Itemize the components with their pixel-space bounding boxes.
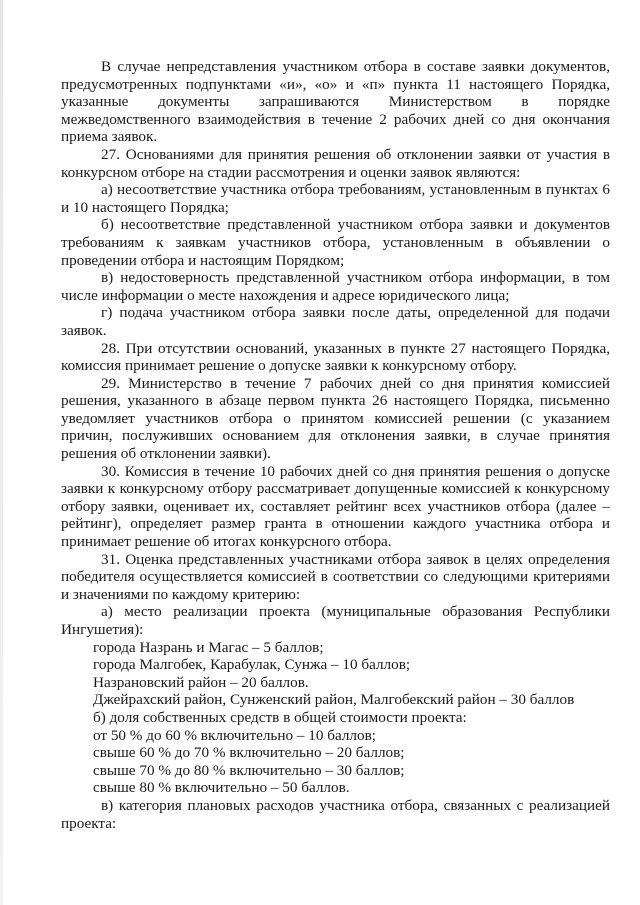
item-27-b: б) несоответствие представленной участником отбора заявки и документов требованиям к заявкам участников отбора, установленным в объявлении о проведении отбора и настоящим Порядком;	[61, 216, 610, 269]
item-27-v: в) недостоверность представленной участником отбора информации, в том числе информации о месте нахождения и адресе юридического лица;	[61, 269, 610, 304]
scan-edge	[0, 0, 3, 905]
list-location	[61, 639, 610, 709]
paragraph-28: 28. При отсутствии оснований, указанных в пункте 27 настоящего Порядка, комиссия принимает решение о допуске заявки к конкурсному отбору.	[61, 339, 610, 375]
item-31-b: б) доля собственных средств в общей стоимости проекта:	[93, 708, 467, 726]
list-item: свыше 70 % до 80 % включительно – 30 баллов;	[93, 761, 405, 779]
list-item: Назрановский район – 20 баллов.	[93, 673, 309, 691]
item-27-a: а) несоответствие участника отбора требованиям, установленным в пунктах 6 и 10 настоящего Порядка;	[61, 181, 610, 216]
paragraph-31: 31. Оценка представленных участниками отбора заявок в целях определения победителя осуществляется комиссией в соответствии со следующими критериями и значениями по каждому критерию:	[61, 550, 610, 603]
paragraph-27: 27. Основаниями для принятия решения об отклонении заявки от участия в конкурсном отборе на стадии рассмотрения и оценки заявок являются:	[61, 145, 610, 181]
list-item: города Назрань и Магас – 5 баллов;	[93, 638, 324, 656]
paragraph-30: 30. Комиссия в течение 10 рабочих дней со дня принятия решения о допуске заявки к конкурсному отбору рассматривает допущенные комиссией к конкурсному отбору заявки, оценивает их, составляет рейтинг всех участников отбора (далее – рейтинг), определяет размер гранта в отношении каждого участника отбора и принимает решение об итогах конкурсного отбора.	[61, 462, 610, 551]
list-own-funds	[61, 727, 610, 797]
item-31-a: а) место реализации проекта (муниципальные образования Республики Ингушетия):	[61, 603, 610, 638]
list-item: от 50 % до 60 % включительно – 10 баллов;	[93, 726, 376, 744]
paragraph-intro: В случае непредставления участником отбора в составе заявки документов, предусмотренных подпунктами «и», «о» и «п» пункта 11 настоящего Порядка, указанные документы запрашиваются Министерством в порядке межведомственного взаимодействия в течение 2 рабочих дней со дня окончания приема заявок.	[61, 58, 610, 146]
paragraph-29: 29. Министерство в течение 7 рабочих дней со дня принятия комиссией решения, указанного в абзаце первом пункта 26 настоящего Порядка, письменно уведомляет участников отбора о принятом комиссией решении (с указанием причин, послуживших основанием для отклонения заявки, в случае принятия решения об отклонении заявки).	[61, 374, 610, 463]
item-31-v: в) категория плановых расходов участника отбора, связанных с реализацией проекта:	[61, 796, 610, 832]
list-item: свыше 80 % включительно – 50 баллов.	[93, 779, 350, 797]
list-item: свыше 60 % до 70 % включительно – 20 баллов;	[93, 744, 405, 762]
list-item: города Малгобек, Карабулак, Сунжа – 10 баллов;	[93, 656, 411, 674]
list-item: Джейрахский район, Сунженский район, Малгобекский район – 30 баллов	[93, 691, 575, 709]
item-27-g: г) подача участником отбора заявки после даты, определенной для подачи заявок.	[61, 304, 610, 339]
